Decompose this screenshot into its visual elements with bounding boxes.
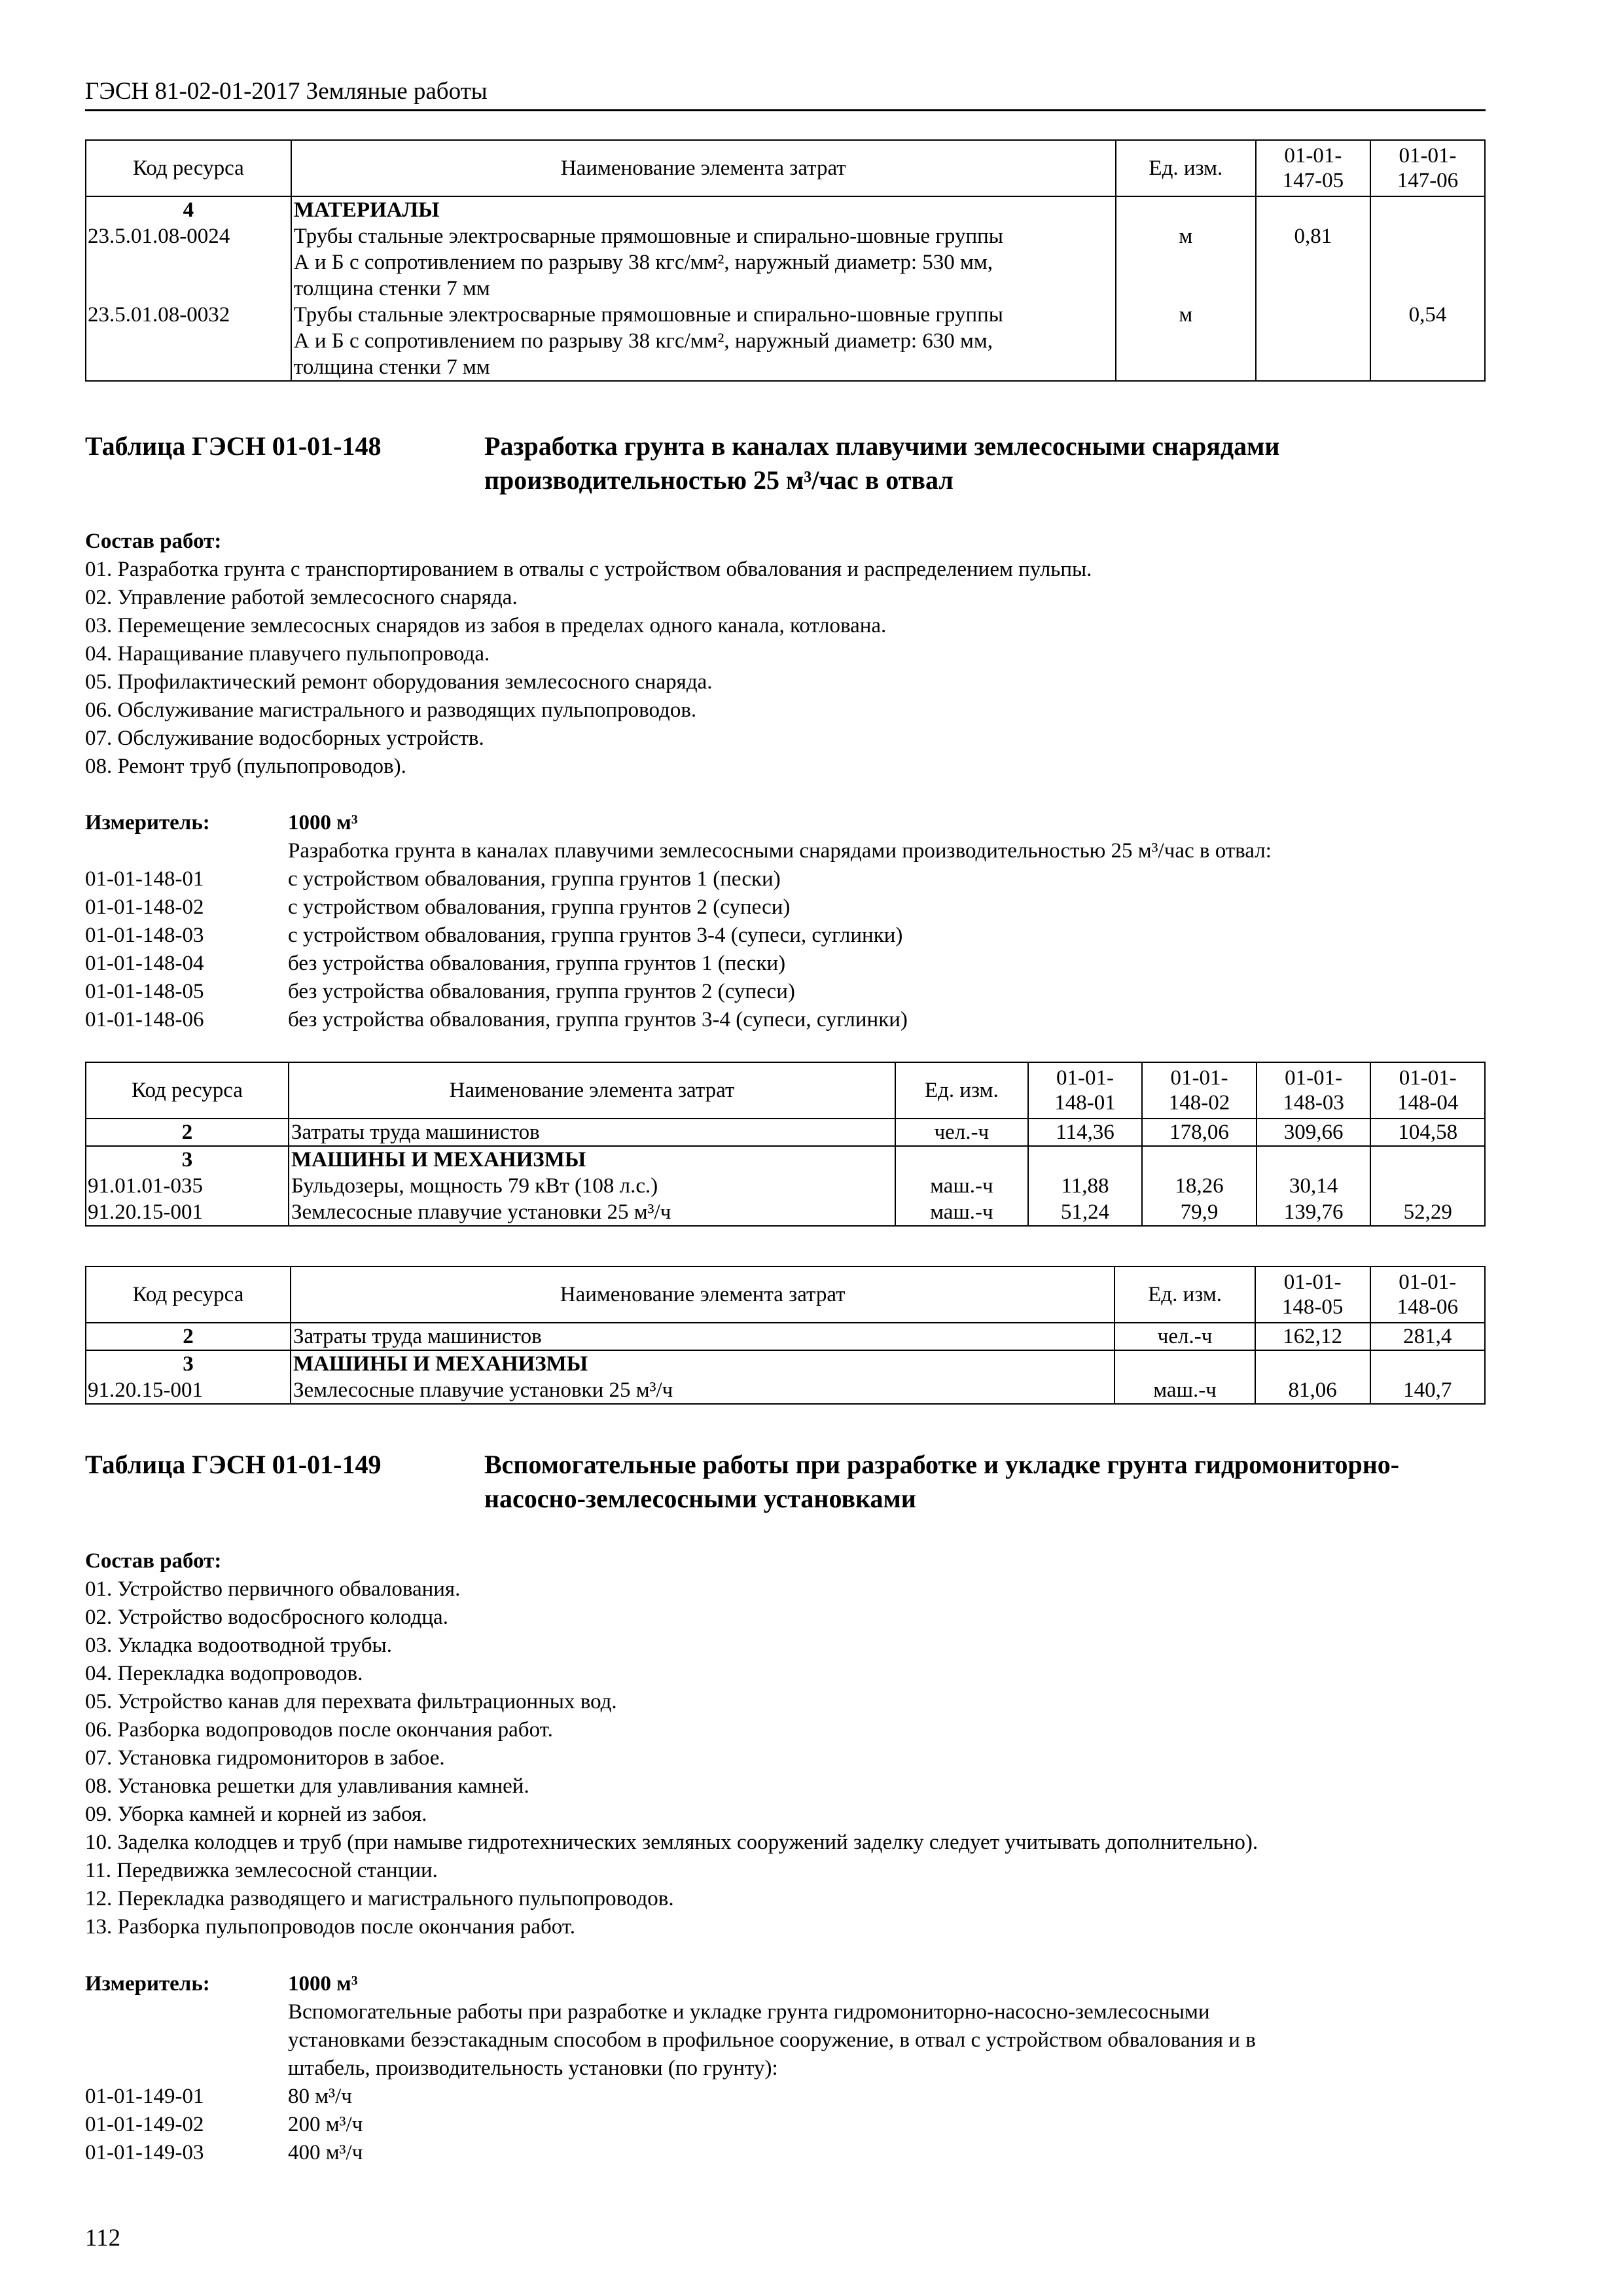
work-step: 13. Разборка пульпопроводов после окончания работ.: [85, 1915, 576, 1939]
resource-value: 281,4: [1370, 1323, 1485, 1350]
position-code: 01-01-148-02: [85, 895, 204, 919]
table-row: [86, 354, 1485, 381]
header-code: Код ресурса: [86, 140, 291, 196]
table-148-measure: [85, 809, 1486, 1034]
table-149-measure: [85, 1970, 1486, 2167]
table-row: [86, 223, 1485, 249]
work-step: 10. Заделка колодцев и труб (при намыве гидротехнических земляных сооружений заделку следует учитывать дополнительно).: [85, 1831, 1258, 1854]
position-list: [85, 865, 1486, 1034]
header-column-code: 01-01- 148-05: [1255, 1266, 1370, 1323]
work-step: 03. Укладка водоотводной трубы.: [85, 1634, 392, 1657]
resource-unit: чел.-ч: [895, 1119, 1028, 1146]
header-column-code: 01-01- 147-06: [1370, 140, 1485, 196]
work-step: 01. Устройство первичного обвалования.: [85, 1577, 461, 1601]
resource-table-148-a: [85, 1062, 1486, 1227]
table-row: [86, 1199, 1485, 1226]
resource-code: [86, 276, 291, 302]
measure-label: Измеритель:: [85, 811, 210, 834]
resource-name: Трубы стальные электросварные прямошовные и спирально-шовные группы: [291, 302, 1116, 328]
position-code: 01-01-148-04: [85, 952, 204, 975]
position-row: [85, 893, 1486, 922]
header-code: Код ресурса: [86, 1062, 289, 1119]
resource-code: 2: [86, 1119, 289, 1146]
resource-name: Землесосные плавучие установки 25 м³/ч: [289, 1199, 895, 1226]
resource-value: [1256, 302, 1370, 328]
work-step: 08. Ремонт труб (пульпопроводов).: [85, 755, 406, 778]
header-name: Наименование элемента затрат: [291, 140, 1116, 196]
resource-value: 309,66: [1257, 1119, 1371, 1146]
table-header-row: [86, 140, 1485, 196]
table-row: [86, 249, 1485, 276]
work-step: 09. Уборка камней и корней из забоя.: [85, 1803, 427, 1826]
position-list: [85, 2083, 1486, 2167]
table-148-title: Разработка грунта в каналах плавучими землесосными снарядами производительностью 25 м³/час в отвал: [484, 431, 1280, 495]
resource-value: 11,88: [1028, 1173, 1143, 1199]
page-number: 112: [85, 2225, 121, 2251]
resource-code: 91.01.01-035: [86, 1173, 289, 1199]
resource-value: [1257, 1146, 1371, 1173]
resource-value: [1256, 354, 1370, 381]
work-step: 03. Перемещение землесосных снарядов из забоя в пределах одного канала, котлована.: [85, 614, 887, 637]
header-column-code: 01-01- 147-05: [1256, 140, 1370, 196]
measure-description-line: [85, 2026, 1486, 2054]
resource-value: [1370, 354, 1485, 381]
table-row: [86, 1350, 1485, 1377]
resource-value: 114,36: [1028, 1119, 1143, 1146]
position-row: [85, 978, 1486, 1006]
work-composition-list: [85, 1575, 1486, 1941]
table-148-label: Таблица ГЭСН 01-01-148: [85, 431, 382, 461]
header-unit: Ед. изм.: [1116, 140, 1256, 196]
resource-table-147: [85, 139, 1486, 382]
work-composition-label: Состав работ:: [85, 1549, 222, 1573]
resource-value: 178,06: [1142, 1119, 1257, 1146]
work-step: 11. Передвижка землесосной станции.: [85, 1859, 438, 1882]
resource-name: Землесосные плавучие установки 25 м³/ч: [291, 1377, 1115, 1404]
table-148-b-container: [85, 1266, 1486, 1405]
position-row: [85, 2139, 1486, 2167]
position-code: 01-01-148-03: [85, 924, 204, 947]
work-step: 06. Разборка водопроводов после окончания работ.: [85, 1718, 553, 1742]
spacer: [85, 2026, 288, 2054]
table-row: [86, 302, 1485, 328]
resource-code: 3: [86, 1146, 289, 1173]
position-text: 400 м³/ч: [288, 2141, 363, 2164]
table-149-title: Вспомогательные работы при разработке и укладке грунта гидромониторно-насосно-землесосными установками: [484, 1450, 1400, 1513]
measure-description: [85, 1998, 1486, 2083]
measure-description-text: установками безэстакадным способом в профильное сооружение, в отвал с устройством обвалования и в: [288, 2028, 1256, 2052]
resource-value: [1370, 1146, 1485, 1173]
resource-value: [1255, 1350, 1370, 1377]
resource-unit: м: [1116, 223, 1256, 249]
measure-value: 1000 м³: [288, 811, 358, 834]
table-row: [86, 1119, 1485, 1146]
resource-value: 0,81: [1256, 223, 1370, 249]
table-147-container: [85, 139, 1486, 382]
resource-unit: [1115, 1350, 1255, 1377]
resource-unit: чел.-ч: [1115, 1323, 1255, 1350]
resource-value: [1370, 328, 1485, 354]
resource-code: [86, 249, 291, 276]
resource-unit: [1116, 276, 1256, 302]
page-header: ГЭСН 81-02-01-2017 Земляные работы: [85, 77, 1486, 111]
header-unit: Ед. изм.: [895, 1062, 1028, 1119]
resource-table-148-b: [85, 1266, 1486, 1405]
position-text: без устройства обвалования, группа грунтов 3-4 (супеси, суглинки): [288, 1008, 908, 1031]
header-column-code: 01-01- 148-04: [1370, 1062, 1485, 1119]
resource-code: 91.20.15-001: [86, 1377, 291, 1404]
resource-name: А и Б с сопротивлением по разрыву 38 кгс/мм², наружный диаметр: 530 мм,: [291, 249, 1116, 276]
measure-label: Измеритель:: [85, 1972, 210, 1996]
resource-value: [1370, 196, 1485, 223]
resource-value: 162,12: [1255, 1323, 1370, 1350]
position-text: с устройством обвалования, группа грунтов 3-4 (супеси, суглинки): [288, 924, 903, 947]
resource-code: 3: [86, 1350, 291, 1377]
position-row: [85, 865, 1486, 893]
resource-value: [1370, 276, 1485, 302]
position-text: без устройства обвалования, группа грунтов 2 (супеси): [288, 980, 795, 1003]
table-row: [86, 328, 1485, 354]
position-row: [85, 2083, 1486, 2111]
header-code: Код ресурса: [86, 1266, 291, 1323]
position-code: 01-01-149-03: [85, 2141, 204, 2164]
position-code: 01-01-149-01: [85, 2085, 204, 2108]
table-row: [86, 1146, 1485, 1173]
measure-description-line: [85, 1998, 1486, 2026]
work-step: 04. Перекладка водопроводов.: [85, 1662, 363, 1685]
position-code: 01-01-148-06: [85, 1008, 204, 1031]
resource-unit: [1116, 249, 1256, 276]
work-step: 04. Наращивание плавучего пульпопровода.: [85, 642, 490, 666]
resource-unit: м: [1116, 302, 1256, 328]
resource-code: 4: [86, 196, 291, 223]
work-step: 06. Обслуживание магистрального и разводящих пульпопроводов.: [85, 698, 697, 722]
spacer: [85, 2054, 288, 2083]
resource-code: [86, 354, 291, 381]
resource-code: 2: [86, 1323, 291, 1350]
resource-value: [1028, 1146, 1143, 1173]
resource-value: 30,14: [1257, 1173, 1371, 1199]
position-text: 80 м³/ч: [288, 2085, 352, 2108]
table-149-label: Таблица ГЭСН 01-01-149: [85, 1450, 382, 1479]
position-text: с устройством обвалования, группа грунтов 1 (пески): [288, 867, 781, 891]
position-text: без устройства обвалования, группа грунтов 1 (пески): [288, 952, 786, 975]
position-row: [85, 1006, 1486, 1034]
work-composition-label: Состав работ:: [85, 529, 222, 553]
resource-value: 51,24: [1028, 1199, 1143, 1226]
resource-name: МАТЕРИАЛЫ: [291, 196, 1116, 223]
measure-value: 1000 м³: [288, 1972, 358, 1996]
resource-value: [1256, 249, 1370, 276]
resource-name: толщина стенки 7 мм: [291, 354, 1116, 381]
resource-value: 52,29: [1370, 1199, 1485, 1226]
work-step: 02. Устройство водосбросного колодца.: [85, 1605, 448, 1629]
table-row: [86, 276, 1485, 302]
work-composition-list: [85, 556, 1486, 781]
header-column-code: 01-01- 148-01: [1028, 1062, 1143, 1119]
measure-description-line: [85, 2054, 1486, 2083]
position-code: 01-01-148-05: [85, 980, 204, 1003]
resource-value: 104,58: [1370, 1119, 1485, 1146]
resource-unit: маш.-ч: [895, 1173, 1028, 1199]
header-column-code: 01-01- 148-02: [1142, 1062, 1257, 1119]
measure-description-text: штабель, производительность установки (по грунту):: [288, 2056, 778, 2080]
table-row: [86, 1323, 1485, 1350]
position-row: [85, 950, 1486, 978]
resource-value: 0,54: [1370, 302, 1485, 328]
work-step: 07. Установка гидромониторов в забое.: [85, 1746, 445, 1770]
work-step: 07. Обслуживание водосборных устройств.: [85, 726, 484, 750]
resource-unit: маш.-ч: [1115, 1377, 1255, 1404]
resource-value: 81,06: [1255, 1377, 1370, 1404]
header-name: Наименование элемента затрат: [291, 1266, 1115, 1323]
resource-unit: [895, 1146, 1028, 1173]
measure-description: Разработка грунта в каналах плавучими землесосными снарядами производительностью 25 м³/час в отвал:: [288, 839, 1272, 863]
resource-value: 18,26: [1142, 1173, 1257, 1199]
work-step: 01. Разработка грунта с транспортированием в отвалы с устройством обвалования и распределением пульпы.: [85, 558, 1092, 581]
work-step: 02. Управление работой землесосного снаряда.: [85, 586, 518, 609]
resource-value: [1142, 1146, 1257, 1173]
position-row: [85, 2111, 1486, 2139]
table-148-a-container: [85, 1062, 1486, 1227]
table-header-row: [86, 1062, 1485, 1119]
resource-value: [1370, 249, 1485, 276]
header-column-code: 01-01- 148-06: [1370, 1266, 1485, 1323]
resource-value: [1256, 196, 1370, 223]
resource-code: 23.5.01.08-0024: [86, 223, 291, 249]
resource-unit: [1116, 328, 1256, 354]
table-row: [86, 1173, 1485, 1199]
table-row: [86, 196, 1485, 223]
resource-value: 79,9: [1142, 1199, 1257, 1226]
spacer: [85, 1998, 288, 2026]
position-text: 200 м³/ч: [288, 2113, 363, 2136]
work-step: 05. Устройство канав для перехвата фильтрационных вод.: [85, 1690, 617, 1713]
table-149-work-composition: [85, 1547, 1486, 1941]
table-row: [86, 1377, 1485, 1404]
resource-value: 139,76: [1257, 1199, 1371, 1226]
resource-value: [1370, 223, 1485, 249]
work-step: 08. Установка решетки для улавливания камней.: [85, 1774, 529, 1798]
resource-code: 91.20.15-001: [86, 1199, 289, 1226]
resource-value: [1370, 1173, 1485, 1199]
resource-value: [1256, 328, 1370, 354]
resource-unit: [1116, 354, 1256, 381]
resource-name: А и Б с сопротивлением по разрыву 38 кгс/мм², наружный диаметр: 630 мм,: [291, 328, 1116, 354]
work-step: 05. Профилактический ремонт оборудования землесосного снаряда.: [85, 670, 713, 694]
resource-unit: маш.-ч: [895, 1199, 1028, 1226]
work-step: 12. Перекладка разводящего и магистрального пульпопроводов.: [85, 1887, 674, 1910]
resource-name: Затраты труда машинистов: [291, 1323, 1115, 1350]
header-unit: Ед. изм.: [1115, 1266, 1255, 1323]
position-code: 01-01-149-02: [85, 2113, 204, 2136]
resource-code: 23.5.01.08-0032: [86, 302, 291, 328]
resource-name: Затраты труда машинистов: [289, 1119, 895, 1146]
position-code: 01-01-148-01: [85, 867, 204, 891]
resource-name: толщина стенки 7 мм: [291, 276, 1116, 302]
resource-name: МАШИНЫ И МЕХАНИЗМЫ: [291, 1350, 1115, 1377]
measure-description-text: Вспомогательные работы при разработке и укладке грунта гидромониторно-насосно-землесосными: [288, 2000, 1210, 2024]
resource-value: [1256, 276, 1370, 302]
position-row: [85, 922, 1486, 950]
header-name: Наименование элемента затрат: [289, 1062, 895, 1119]
position-text: с устройством обвалования, группа грунтов 2 (супеси): [288, 895, 791, 919]
resource-name: Трубы стальные электросварные прямошовные и спирально-шовные группы: [291, 223, 1116, 249]
resource-unit: [1116, 196, 1256, 223]
table-header-row: [86, 1266, 1485, 1323]
header-column-code: 01-01- 148-03: [1257, 1062, 1371, 1119]
table-148-work-composition: [85, 528, 1486, 781]
resource-code: [86, 328, 291, 354]
resource-value: 140,7: [1370, 1377, 1485, 1404]
resource-name: Бульдозеры, мощность 79 кВт (108 л.с.): [289, 1173, 895, 1199]
resource-name: МАШИНЫ И МЕХАНИЗМЫ: [289, 1146, 895, 1173]
resource-value: [1370, 1350, 1485, 1377]
